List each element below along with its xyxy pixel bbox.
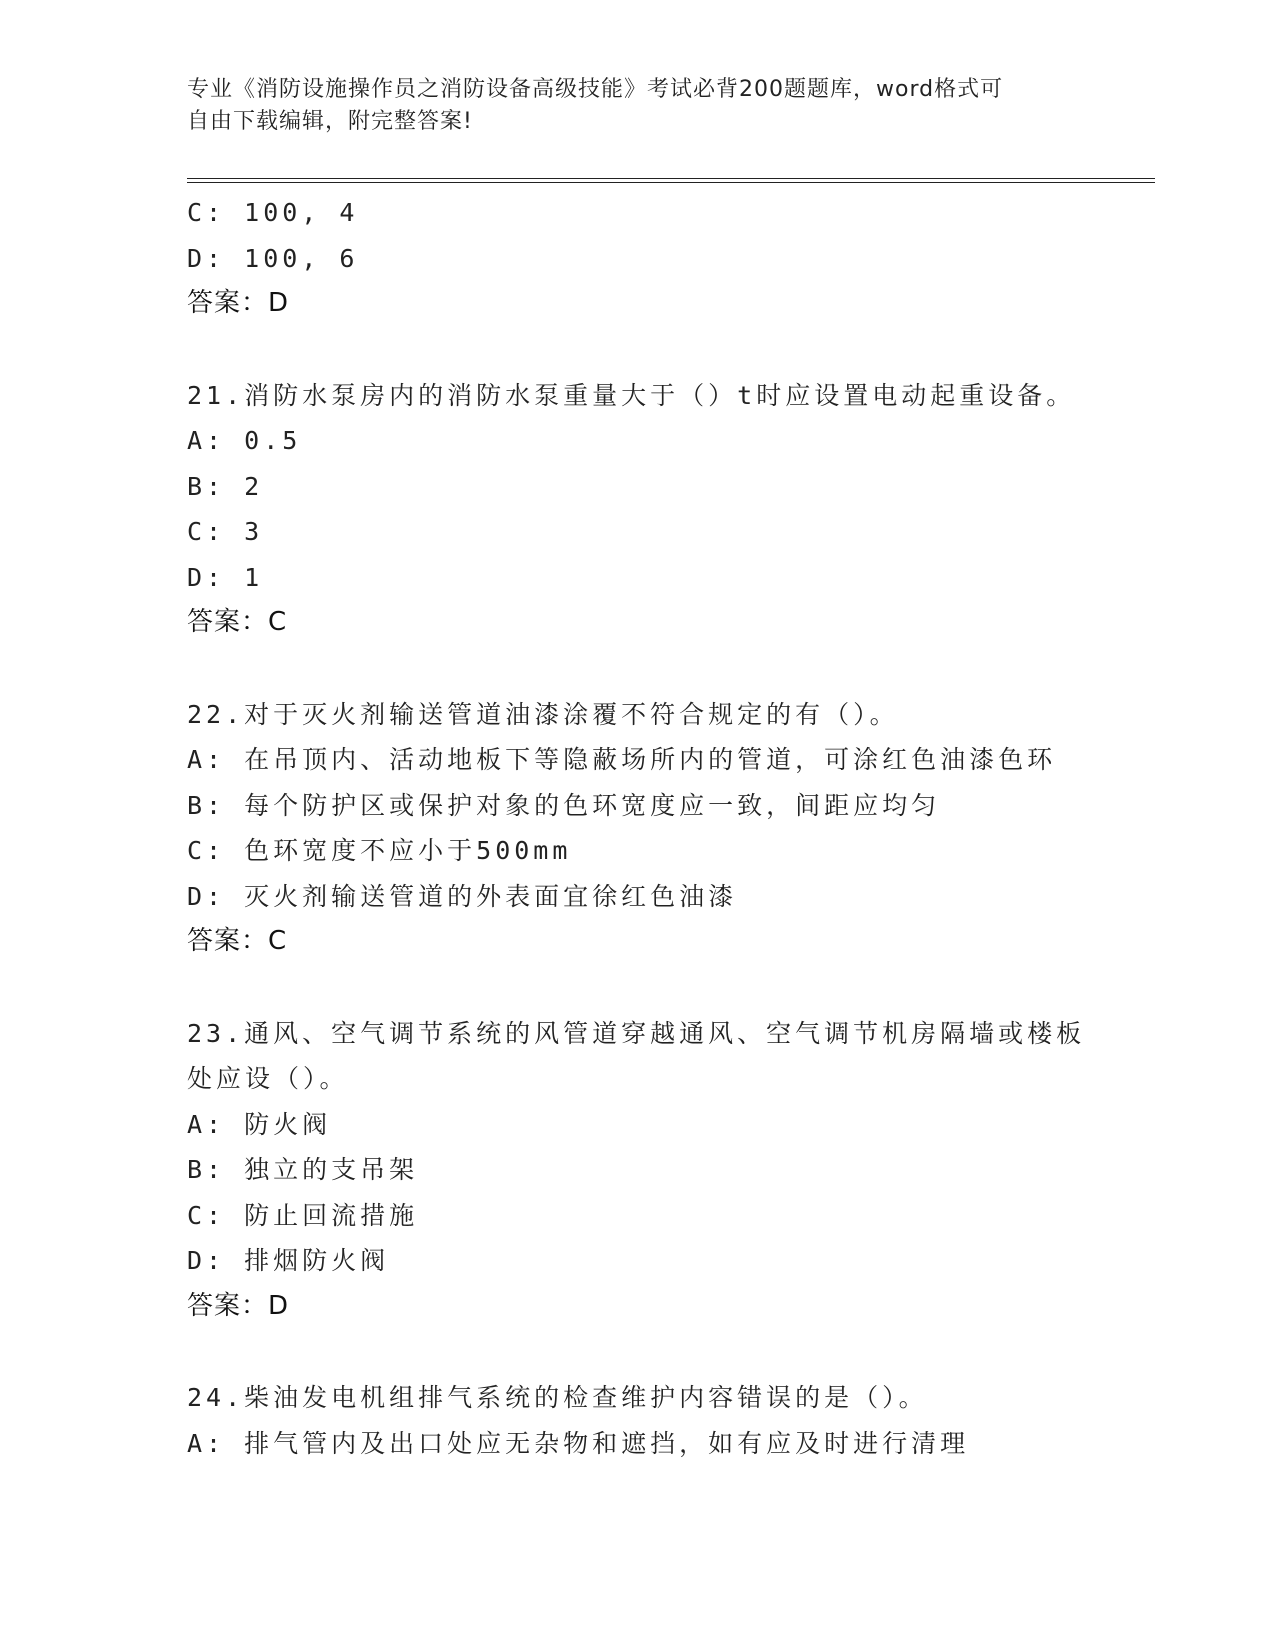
question-20-tail: [187, 190, 1147, 327]
option-a: A: 排气管内及出口处应无杂物和遮挡，如有应及时进行清理: [187, 1428, 970, 1458]
option-c: C: 3: [187, 517, 264, 546]
question-list: [187, 190, 1147, 1466]
question-21: [187, 373, 1147, 646]
option-d: D: 1: [187, 562, 264, 592]
question-23: [187, 1011, 1147, 1330]
option-b: B: 每个防护区或保护对象的色环宽度应一致，间距应均匀: [187, 790, 941, 820]
option-c: C: 色环宽度不应小于500mm: [187, 836, 572, 865]
header-title-line-1: 专业《消防设施操作员之消防设备高级技能》考试必背200题题库，word格式可: [187, 77, 1004, 102]
option-a: A: 在吊顶内、活动地板下等隐蔽场所内的管道，可涂红色油漆色环: [187, 745, 1057, 774]
option-d: D: 100, 6: [187, 243, 359, 273]
header-title-line-2: 自由下载编辑，附完整答案!: [187, 109, 473, 134]
answer-line: 答案：C: [187, 926, 288, 956]
option-a: A: 0.5: [187, 426, 302, 455]
option-c: C: 100, 4: [187, 198, 359, 227]
option-d: D: 灭火剂输送管道的外表面宜徐红色油漆: [187, 881, 738, 911]
question-24: [187, 1375, 1147, 1466]
answer-line: 答案：C: [187, 607, 288, 637]
document-header: [187, 74, 1087, 138]
question-stem: 22.对于灭火剂输送管道油漆涂覆不符合规定的有（）。: [187, 699, 899, 729]
option-c: C: 防止回流措施: [187, 1200, 419, 1230]
question-stem: 21.消防水泵房内的消防水泵重量大于（）t时应设置电动起重设备。: [187, 380, 1076, 410]
option-d: D: 排烟防火阀: [187, 1246, 390, 1275]
answer-line: 答案：D: [187, 1290, 290, 1321]
question-stem-continued: 处应设（）。: [187, 1064, 349, 1093]
header-divider: [187, 178, 1155, 183]
answer-line: 答案：D: [187, 288, 290, 318]
question-22: [187, 692, 1147, 965]
option-a: A: 防火阀: [187, 1109, 332, 1139]
option-b: B: 独立的支吊架: [187, 1155, 419, 1184]
question-stem: 23.通风、空气调节系统的风管道穿越通风、空气调节机房隔墙或楼板: [187, 1018, 1086, 1048]
question-stem: 24.柴油发电机组排气系统的检查维护内容错误的是（）。: [187, 1383, 928, 1412]
option-b: B: 2: [187, 471, 264, 501]
